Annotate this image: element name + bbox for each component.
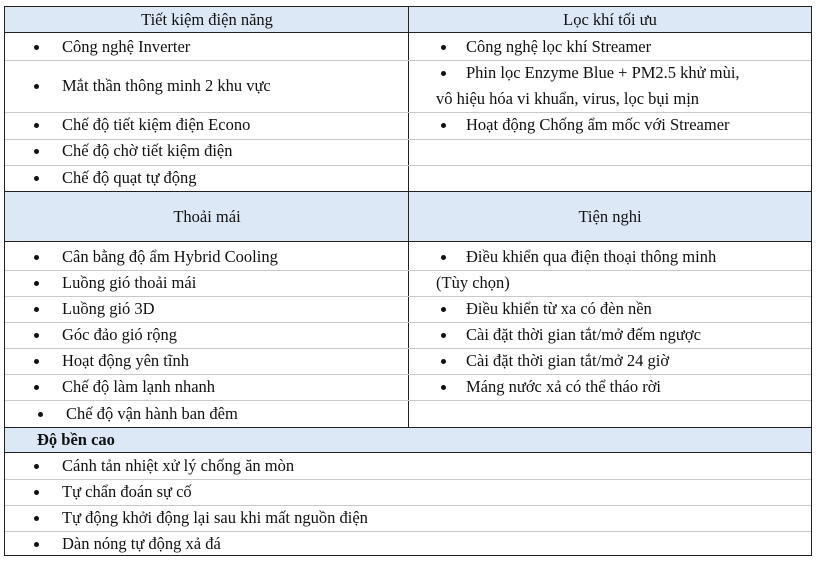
bullet <box>441 45 446 50</box>
convenience-item: Điều khiển qua điện thoại thông minh <box>466 247 717 266</box>
column-divider <box>408 7 409 427</box>
bullet <box>34 464 39 469</box>
row-line <box>5 270 811 271</box>
air-item: Phin lọc Enzyme Blue + PM2.5 khử mùi, <box>466 63 740 82</box>
convenience-item: Cài đặt thời gian tắt/mở đếm ngược <box>466 325 701 344</box>
bullet <box>34 176 39 181</box>
bullet <box>34 333 39 338</box>
comfort-item: Chế độ làm lạnh nhanh <box>62 377 216 396</box>
energy-item: Mắt thần thông minh 2 khu vực <box>62 76 271 95</box>
header-comfort-title: Thoải mái <box>173 206 241 226</box>
comfort-item: Góc đảo gió rộng <box>62 325 178 344</box>
comfort-item: Chế độ vận hành ban đêm <box>66 404 238 423</box>
convenience-item-continuation: (Tùy chọn) <box>436 273 510 292</box>
header-air <box>409 7 811 33</box>
bullet <box>441 255 446 260</box>
bullet <box>441 307 446 312</box>
bullet <box>38 412 43 417</box>
bullet <box>34 45 39 50</box>
header-comfort <box>5 191 409 242</box>
header-energy-title: Tiết kiệm điện năng <box>141 9 273 29</box>
energy-item: Chế độ chờ tiết kiệm điện <box>62 141 233 160</box>
row-line <box>5 531 811 532</box>
convenience-item: Điều khiển từ xa có đèn nền <box>466 299 652 318</box>
row-line <box>5 348 811 349</box>
bullet <box>34 307 39 312</box>
durability-item: Tự chẩn đoán sự cố <box>62 482 192 501</box>
bullet <box>34 516 39 521</box>
row-line <box>5 112 811 113</box>
header-durability <box>5 427 811 453</box>
energy-item: Chế độ quạt tự động <box>62 168 197 187</box>
bullet <box>34 281 39 286</box>
energy-item: Công nghệ Inverter <box>62 37 191 56</box>
header-energy <box>5 7 409 33</box>
comfort-item: Luồng gió thoải mái <box>62 273 197 292</box>
row-line <box>5 60 811 61</box>
bullet <box>34 123 39 128</box>
row-line <box>5 374 811 375</box>
header-convenience-title: Tiện nghi <box>578 206 642 226</box>
bullet <box>441 385 446 390</box>
bullet <box>34 255 39 260</box>
row-line <box>5 296 811 297</box>
bullet <box>34 542 39 547</box>
air-item-continuation: vô hiệu hóa vi khuẩn, virus, lọc bụi mịn <box>436 89 700 108</box>
durability-item: Dàn nóng tự động xả đá <box>62 534 221 553</box>
row-line <box>5 322 811 323</box>
bullet <box>34 490 39 495</box>
bullet <box>34 359 39 364</box>
durability-item: Tự động khởi động lại sau khi mất nguồn điện <box>62 508 368 527</box>
row-line <box>5 400 811 401</box>
bullet <box>441 71 446 76</box>
comfort-item: Luồng gió 3D <box>62 299 155 318</box>
bullet <box>441 123 446 128</box>
header-convenience <box>409 191 811 242</box>
convenience-item: Máng nước xả có thể tháo rời <box>466 377 662 396</box>
header-air-title: Lọc khí tối ưu <box>563 9 657 29</box>
air-item: Công nghệ lọc khí Streamer <box>466 37 652 56</box>
header-durability-title: Độ bền cao <box>37 430 115 449</box>
bullet <box>34 385 39 390</box>
durability-item: Cánh tản nhiệt xử lý chống ăn mòn <box>62 456 295 475</box>
comfort-item: Cân bằng độ ẩm Hybrid Cooling <box>62 247 278 266</box>
row-line <box>5 165 811 166</box>
air-item: Hoạt động Chống ẩm mốc với Streamer <box>466 115 730 134</box>
bullet <box>441 359 446 364</box>
row-line <box>5 505 811 506</box>
bullet <box>34 149 39 154</box>
bullet <box>34 84 39 89</box>
comfort-item: Hoạt động yên tĩnh <box>62 351 189 370</box>
features-table <box>4 6 812 556</box>
convenience-item: Cài đặt thời gian tắt/mở 24 giờ <box>466 351 670 370</box>
energy-item: Chế độ tiết kiệm điện Econo <box>62 115 251 134</box>
row-line <box>5 139 811 140</box>
bullet <box>441 333 446 338</box>
row-line <box>5 479 811 480</box>
